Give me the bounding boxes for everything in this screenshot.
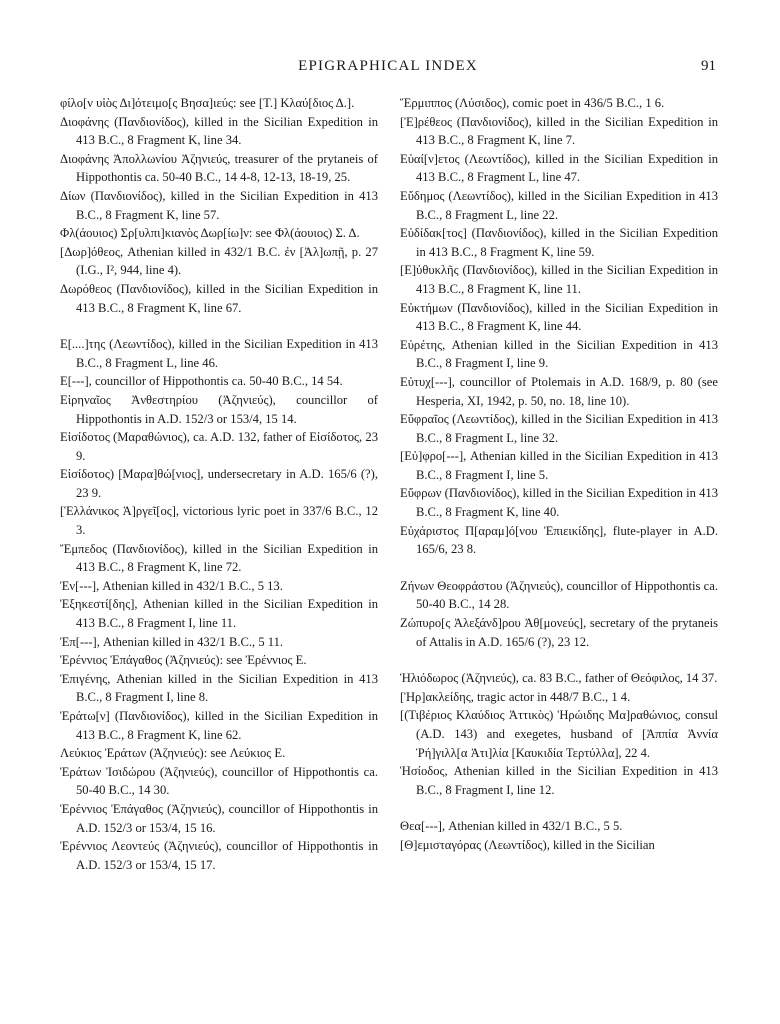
- index-entry: Ἐπιγένης, Athenian killed in the Sicilian Expedition in 413 B.C., 8 Fragment I, line 8.: [60, 671, 378, 705]
- index-entry: Εὐαί[ν]ετος (Λεωντίδος), killed in the Sicilian Expedition in 413 B.C., 8 Fragment L, line 47.: [400, 151, 718, 185]
- index-entry: Εὔφρων (Πανδιονίδος), killed in the Sicilian Expedition in 413 B.C., 8 Fragment K, line 40.: [400, 486, 718, 520]
- index-entry: Ἐράτω[ν] (Πανδιονίδος), killed in the Sicilian Expedition in 413 B.C., 8 Fragment K, line 62.: [60, 709, 378, 742]
- index-entry: E[---], councillor of Hippothontis ca. 50-40 B.C., 14 54.: [60, 374, 343, 389]
- index-entry: Διοφάνης (Πανδιονίδος), killed in the Sicilian Expedition in 413 B.C., 8 Fragment K, line 34.: [60, 114, 378, 148]
- index-entry: Εὐδίδακ[τος] (Πανδιονίδος), killed in the Sicilian Expedition in 413 B.C., 8 Fragment K, line 59.: [400, 226, 718, 259]
- index-entry: [Ε]ὐθυκλῆς (Πανδιονίδος), killed in the Sicilian Expedition in 413 B.C., 8 Fragment K, line 11.: [400, 263, 718, 296]
- index-entry: [Ἐ]ρέθεος (Πανδιονίδος), killed in the Sicilian Expedition in 413 B.C., 8 Fragment K, line 7.: [400, 114, 718, 148]
- index-entry: [Ἑλλάνικος Ἀ]ργεῖ[ος], victorious lyric poet in 337/6 B.C., 12 3.: [60, 504, 378, 538]
- index-entry: Εὔφραῖος (Λεωντίδος), killed in the Sicilian Expedition in 413 B.C., 8 Fragment L, line 32.: [400, 412, 718, 445]
- index-entry: Ἡλιόδωρος (Ἀζηνιεύς), ca. 83 B.C., father of Θεόφιλος, 14 37.: [400, 671, 718, 686]
- index-entry: Ἐξηκεστί[δης], Athenian killed in the Sicilian Expedition in 413 B.C., 8 Fragment I, line 11.: [60, 597, 378, 631]
- index-entry: Δίων (Πανδιονίδος), killed in the Sicilian Expedition in 413 B.C., 8 Fragment K, line 57.: [60, 188, 378, 222]
- index-entry: Ἐν[---], Athenian killed in 432/1 B.C., 5 13.: [60, 578, 283, 593]
- index-entry: Εὔδημος (Λεωντίδος), killed in the Sicilian Expedition in 413 B.C., 8 Fragment L, line 22.: [400, 188, 718, 222]
- index-entry: Εἰσίδοτος) [Μαρα]θώ[νιος], undersecretary in A.D. 165/6 (?), 23 9.: [60, 467, 378, 500]
- index-entry: Εὐρέτης, Athenian killed in the Sicilian Expedition in 413 B.C., 8 Fragment I, line 9.: [400, 337, 718, 371]
- section-gap: [400, 559, 718, 577]
- index-entry: Εἰρηναῖος Ἀνθεστηρίου (Ἀζηνιεύς), councillor of Hippothontis in A.D. 152/3 or 153/4, 15 14.: [60, 392, 378, 426]
- index-entry: Εἰσίδοτος (Μαραθώνιος), ca. A.D. 132, father of Εἰσίδοτος, 23 9.: [60, 430, 378, 463]
- index-entry: Εὐκτήμων (Πανδιονίδος), killed in the Sicilian Expedition in 413 B.C., 8 Fragment K, line 44.: [400, 300, 718, 334]
- index-entry: Εὐχάριστος Π[αραμ]ό[νου Ἐπιεικίδης], flute-player in A.D. 165/6, 23 8.: [400, 523, 718, 557]
- index-entry: Θεα[---], Athenian killed in 432/1 B.C., 5 5.: [400, 819, 623, 834]
- index-entry: Ἐρέννιος Ἐπάγαθος (Ἀζηνιεύς): see Ἐρέννιος Ε.: [60, 653, 307, 668]
- section-gap: [400, 799, 718, 817]
- section-gap: [400, 651, 718, 669]
- index-entry: Διοφάνης Ἀπολλωνίου Ἀζηνιεύς, treasurer of the prytaneis of Hippothontis ca. 50-40 B.C., 14 4-8, 12-13, 18-19, 25.: [60, 151, 378, 185]
- index-entry: Λεύκιος Ἐράτων (Ἀζηνιεύς): see Λεύκιος Ε.: [60, 746, 286, 761]
- index-entry: Ἐπ[---], Athenian killed in 432/1 B.C., 5 11.: [60, 634, 284, 649]
- index-entry: [Θ]εμισταγόρας (Λεωντίδος), killed in the Sicilian: [400, 837, 655, 852]
- index-entry: Ἡσίοδος, Athenian killed in the Sicilian Expedition in 413 B.C., 8 Fragment I, line 12.: [400, 764, 718, 797]
- index-entry: Φλ(άουιος) Σρ[υλπι]κιανὸς Δωρ[ίω]ν: see Φλ(άουιος) Σ. Δ.: [60, 226, 360, 241]
- index-entry: Δωρόθεος (Πανδιονίδος), killed in the Sicilian Expedition in 413 B.C., 8 Fragment K, line 67.: [60, 281, 378, 315]
- index-entry: [Ἡρ]ακλείδης, tragic actor in 448/7 B.C., 1 4.: [400, 689, 631, 704]
- index-entry: Ἔμπεδος (Πανδιονίδος), killed in the Sicilian Expedition in 413 B.C., 8 Fragment K, line 72.: [60, 541, 378, 575]
- page-number: 91: [701, 58, 716, 74]
- page-title: EPIGRAPHICAL INDEX: [298, 58, 478, 74]
- left-column: [60, 94, 378, 874]
- index-entry: Εὐτυχ[---], councillor of Ptolemais in A.D. 168/9, p. 80 (see Hesperia, XI, 1942, p. 50, no. 18, line 10).: [400, 374, 718, 408]
- section-gap: [60, 317, 378, 335]
- right-column: [400, 94, 718, 855]
- index-entry: Ἐρέννιος Ἐπάγαθος (Ἀζηνιεύς), councillor of Hippothontis in A.D. 152/3 or 153/4, 15 16.: [60, 801, 378, 835]
- index-entry: φίλο[ν υἱὸς Δι]ότειμο[ς Βησα]ιεύς: see [T.] Κλαύ[διος Δ.].: [60, 96, 355, 110]
- index-entry: Ζώπυρο[ς Ἀλεξάνδ]ρου Ἀθ[μονεύς], secretary of the prytaneis of Attalis in A.D. 165/6 (?), 23 12.: [400, 616, 718, 649]
- running-head: [60, 58, 716, 80]
- index-entry: Ἐρέννιος Λεοντεύς (Ἀζηνιεύς), councillor of Hippothontis in A.D. 152/3 or 153/4, 15 17.: [60, 839, 378, 872]
- index-entry: Ἐράτων Ἰσιδώρου (Ἀζηνιεύς), councillor of Hippothontis ca. 50-40 B.C., 14 30.: [60, 764, 378, 798]
- index-entry: [Δωρ]όθεος, Athenian killed in 432/1 B.C. ἐν [Ἀλ]ωπῇ, p. 27 (I.G., I², 944, line 4).: [60, 244, 378, 278]
- index-entry: [Εὐ]φρο[---], Athenian killed in the Sicilian Expedition in 413 B.C., 8 Fragment I, line 5.: [400, 449, 718, 482]
- index-entry: E[....]της (Λεωντίδος), killed in the Sicilian Expedition in 413 B.C., 8 Fragment L, line 46.: [60, 337, 378, 370]
- index-entry: Ἕρμιππος (Λύσιδος), comic poet in 436/5 B.C., 1 6.: [400, 96, 665, 110]
- index-entry: [(Τιβέριος Κλαύδιος Ἀττικὸς) Ἡρώιδης Μα]ραθώνιος, consul (A.D. 143) and exegetes, husband of [Ἀππία Ἀννία Ῥή]γιλλ[α Ἀτι]λία [Καυκιδία Τερτύλλα], 22 4.: [400, 708, 718, 760]
- index-entry: Ζήνων Θεοφράστου (Ἀζηνιεύς), councillor of Hippothontis ca. 50-40 B.C., 14 28.: [400, 578, 718, 612]
